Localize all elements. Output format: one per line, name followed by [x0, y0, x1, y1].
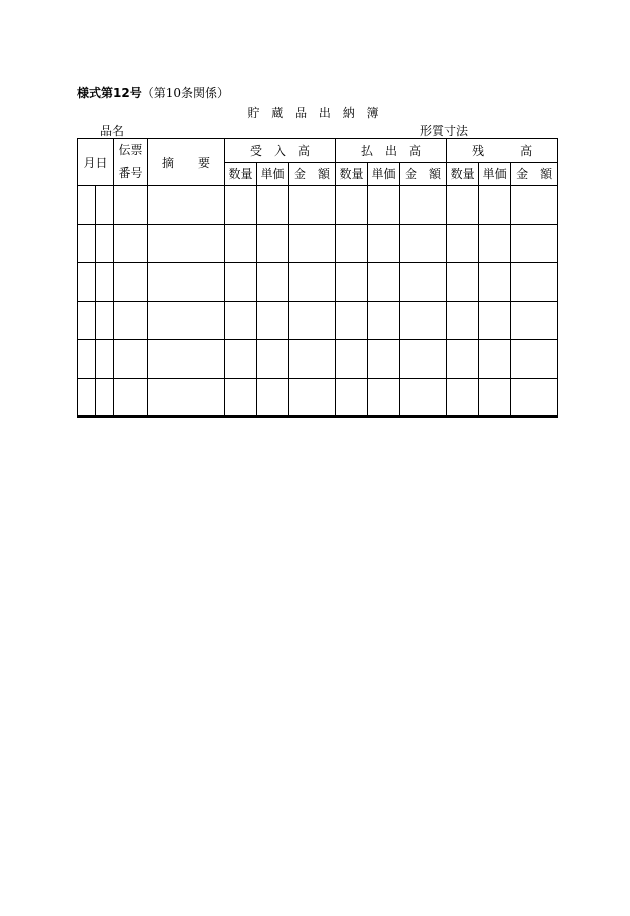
paid-unit-price-cell[interactable]: [368, 263, 400, 302]
paid-unit-price-cell[interactable]: [368, 224, 400, 263]
ledger-row: [78, 224, 558, 263]
received-amount-cell[interactable]: [289, 340, 336, 379]
balance-amount-cell[interactable]: [511, 378, 558, 417]
summary-cell[interactable]: [148, 224, 225, 263]
summary-cell[interactable]: [148, 263, 225, 302]
day-cell[interactable]: [96, 186, 114, 225]
item-name-blank[interactable]: [124, 125, 182, 139]
balance-quantity-cell[interactable]: [447, 340, 479, 379]
shape-size-label: 形質寸法: [420, 124, 469, 138]
slip-number-cell[interactable]: [114, 263, 148, 302]
month-cell[interactable]: [78, 378, 96, 417]
received-unit-price-cell[interactable]: [257, 340, 289, 379]
balance-amount-cell[interactable]: [511, 186, 558, 225]
balance-quantity-cell[interactable]: [447, 224, 479, 263]
summary-cell[interactable]: [148, 186, 225, 225]
balance-quantity-header: 数量: [447, 162, 479, 186]
paid-quantity-cell[interactable]: [336, 186, 368, 225]
received-amount-header: 金 額: [289, 162, 336, 186]
received-quantity-cell[interactable]: [225, 340, 257, 379]
received-amount-cell[interactable]: [289, 224, 336, 263]
balance-amount-header: 金 額: [511, 162, 558, 186]
received-amount-cell[interactable]: [289, 186, 336, 225]
balance-quantity-cell[interactable]: [447, 263, 479, 302]
paid-quantity-cell[interactable]: [336, 263, 368, 302]
balance-unit-price-cell[interactable]: [479, 186, 511, 225]
shape-size-blank[interactable]: [468, 125, 526, 139]
received-amount-cell[interactable]: [289, 378, 336, 417]
paid-amount-cell[interactable]: [400, 186, 447, 225]
received-quantity-cell[interactable]: [225, 301, 257, 340]
header-slip-bottom: 番号: [118, 166, 143, 180]
paid-amount-cell[interactable]: [400, 378, 447, 417]
month-cell[interactable]: [78, 340, 96, 379]
ledger-table: [77, 138, 558, 418]
form-identifier: [77, 84, 229, 101]
paid-amount-cell[interactable]: [400, 224, 447, 263]
ledger-row: [78, 263, 558, 302]
balance-quantity-cell[interactable]: [447, 301, 479, 340]
balance-amount-cell[interactable]: [511, 301, 558, 340]
paid-quantity-cell[interactable]: [336, 378, 368, 417]
paid-quantity-cell[interactable]: [336, 224, 368, 263]
ledger-row: [78, 186, 558, 225]
paid-unit-price-header: 単価: [368, 162, 400, 186]
slip-number-cell[interactable]: [114, 301, 148, 340]
header-paid-out: 払 出 高: [336, 139, 447, 163]
item-name-field: [100, 122, 182, 139]
shape-size-field: [420, 122, 526, 139]
summary-cell[interactable]: [148, 340, 225, 379]
balance-unit-price-cell[interactable]: [479, 301, 511, 340]
received-unit-price-cell[interactable]: [257, 378, 289, 417]
paid-amount-cell[interactable]: [400, 340, 447, 379]
ledger-body: [78, 186, 558, 417]
received-unit-price-header: 単価: [257, 162, 289, 186]
received-unit-price-cell[interactable]: [257, 263, 289, 302]
paid-quantity-header: 数量: [336, 162, 368, 186]
item-name-label: 品名: [100, 124, 125, 138]
day-cell[interactable]: [96, 378, 114, 417]
received-quantity-cell[interactable]: [225, 186, 257, 225]
balance-quantity-cell[interactable]: [447, 378, 479, 417]
paid-unit-price-cell[interactable]: [368, 186, 400, 225]
header-received: 受 入 高: [225, 139, 336, 163]
day-cell[interactable]: [96, 263, 114, 302]
day-cell[interactable]: [96, 224, 114, 263]
received-quantity-cell[interactable]: [225, 378, 257, 417]
paid-amount-cell[interactable]: [400, 263, 447, 302]
summary-cell[interactable]: [148, 378, 225, 417]
paid-unit-price-cell[interactable]: [368, 301, 400, 340]
balance-amount-cell[interactable]: [511, 263, 558, 302]
balance-unit-price-cell[interactable]: [479, 263, 511, 302]
slip-number-cell[interactable]: [114, 340, 148, 379]
received-unit-price-cell[interactable]: [257, 301, 289, 340]
balance-unit-price-cell[interactable]: [479, 340, 511, 379]
month-cell[interactable]: [78, 263, 96, 302]
received-quantity-cell[interactable]: [225, 263, 257, 302]
paid-unit-price-cell[interactable]: [368, 340, 400, 379]
received-unit-price-cell[interactable]: [257, 224, 289, 263]
day-cell[interactable]: [96, 340, 114, 379]
header-month-day: 月日: [78, 139, 114, 186]
balance-amount-cell[interactable]: [511, 340, 558, 379]
form-number: 様式第12号: [77, 86, 142, 100]
received-amount-cell[interactable]: [289, 263, 336, 302]
header-slip-number: [114, 139, 148, 186]
paid-amount-cell[interactable]: [400, 301, 447, 340]
header-summary: 摘 要: [148, 139, 225, 186]
day-cell[interactable]: [96, 301, 114, 340]
received-quantity-cell[interactable]: [225, 224, 257, 263]
ledger-row: [78, 378, 558, 417]
paid-quantity-cell[interactable]: [336, 340, 368, 379]
month-cell[interactable]: [78, 301, 96, 340]
slip-number-cell[interactable]: [114, 186, 148, 225]
slip-number-cell[interactable]: [114, 378, 148, 417]
header-balance: 残 高: [447, 139, 558, 163]
received-quantity-header: 数量: [225, 162, 257, 186]
balance-amount-cell[interactable]: [511, 224, 558, 263]
paid-amount-header: 金 額: [400, 162, 447, 186]
header-slip-top: 伝票: [118, 143, 143, 157]
summary-cell[interactable]: [148, 301, 225, 340]
ledger-row: [78, 340, 558, 379]
paid-quantity-cell[interactable]: [336, 301, 368, 340]
balance-unit-price-cell[interactable]: [479, 224, 511, 263]
ledger-row: [78, 301, 558, 340]
document-title: 貯 蔵 品 出 納 簿: [247, 106, 383, 120]
received-unit-price-cell[interactable]: [257, 186, 289, 225]
month-cell[interactable]: [78, 224, 96, 263]
balance-quantity-cell[interactable]: [447, 186, 479, 225]
month-cell[interactable]: [78, 186, 96, 225]
balance-unit-price-cell[interactable]: [479, 378, 511, 417]
slip-number-cell[interactable]: [114, 224, 148, 263]
paid-unit-price-cell[interactable]: [368, 378, 400, 417]
received-amount-cell[interactable]: [289, 301, 336, 340]
related-article: （第10条関係）: [141, 86, 229, 100]
balance-unit-price-header: 単価: [479, 162, 511, 186]
